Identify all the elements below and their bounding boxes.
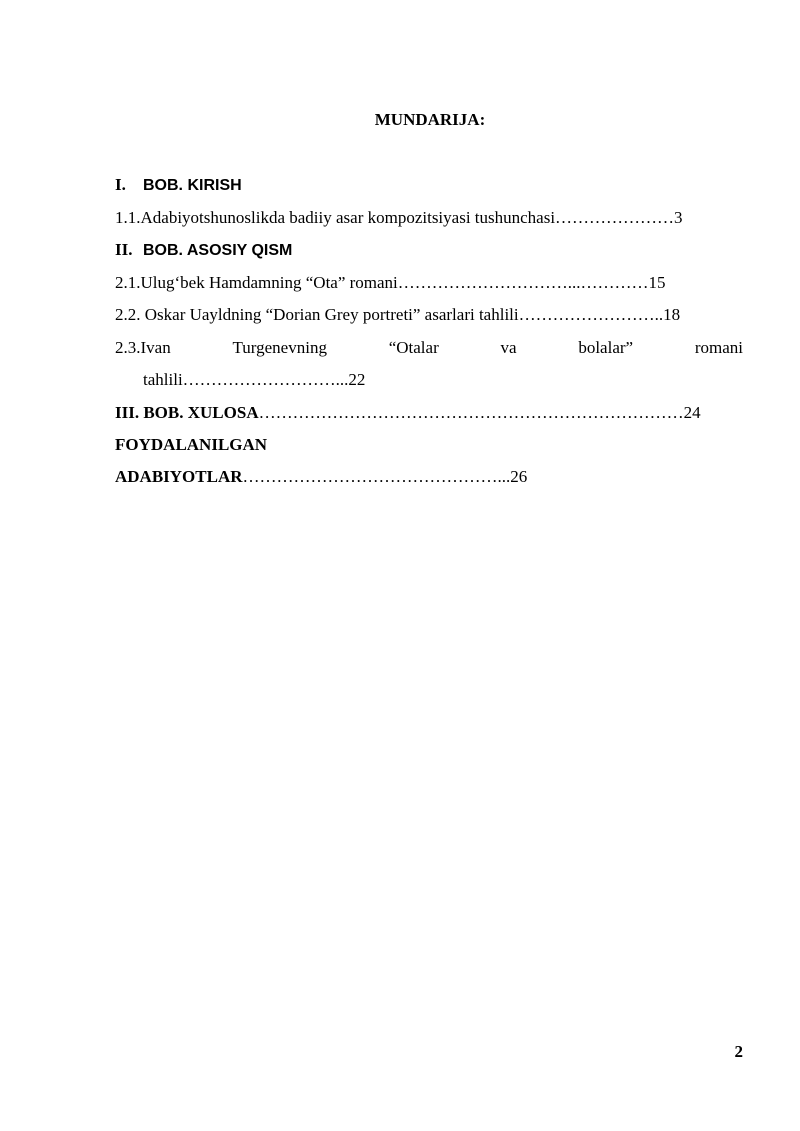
toc-word: “Otalar [388,338,439,357]
toc-entry-label: III. BOB. XULOSA [115,403,259,422]
toc-dots: …………………………………………………………………24 [258,403,701,422]
toc-word: bolalar” [578,338,634,357]
toc-heading-label: BOB. KIRISH [143,177,242,194]
toc-entry-adabiyotlar [115,467,743,487]
toc-dots: ………………………………………...26 [242,467,528,486]
toc-entry-adabiyotlar-line1: FOYDALANILGAN [115,435,268,454]
page-title: MUNDARIJA: [374,110,486,129]
toc-word: 2.3.Ivan [115,338,171,357]
toc-word: romani [694,338,743,357]
toc-entry-2-3-continuation: tahlili………………………...22 [143,370,366,389]
page-number: 2 [734,1042,743,1061]
toc-word: Turgenevning [232,338,327,357]
toc-word: va [500,338,517,357]
toc-heading-number: II. [115,240,133,259]
toc-heading-number: I. [115,175,126,194]
toc-entry-2-2: 2.2. Oskar Uayldning “Dorian Grey portreti” asarlari tahlili……………………..18 [115,305,681,324]
toc-entry-label: ADABIYOTLAR [115,467,243,486]
toc-heading-kirish [115,175,743,196]
toc-entry-2-3 [115,338,743,358]
toc-entry-1-1: 1.1.Adabiyotshunoslikda badiiy asar kompozitsiyasi tushunchasi…………………3 [115,208,683,227]
toc-entry-xulosa [115,403,743,423]
toc-entry-2-1: 2.1.Ulug‘bek Hamdamning “Ota” romani…………………………...…………15 [115,273,666,292]
toc-heading-label: BOB. ASOSIY QISM [143,242,293,259]
toc-heading-asosiy-qism [115,240,743,261]
